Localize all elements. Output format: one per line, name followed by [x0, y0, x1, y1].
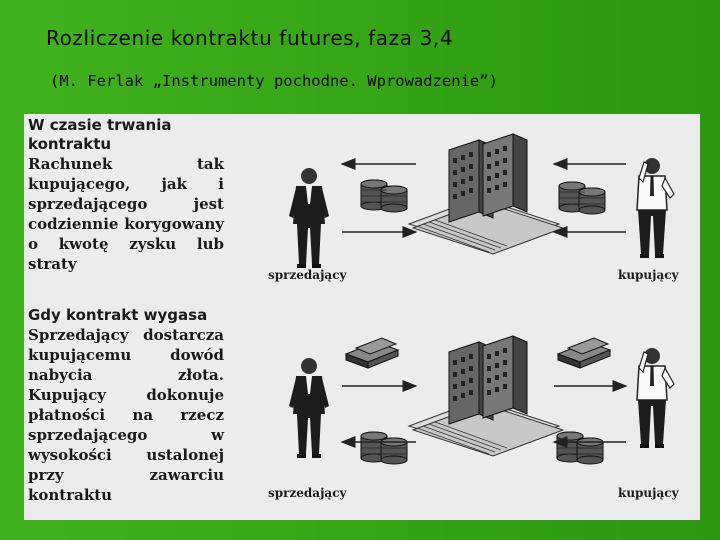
slide-subtitle: (M. Ferlak „Instrumenty pochodne. Wprowadzenie”) — [50, 72, 498, 90]
seller-businessman-icon — [289, 358, 329, 458]
buyer-label: kupujący — [618, 268, 679, 282]
seller-label: sprzedający — [268, 486, 347, 500]
gold-bars-icon — [558, 338, 610, 368]
coin-stack-icon — [557, 432, 603, 464]
coin-stack-icon — [361, 180, 407, 212]
gold-bars-icon — [346, 338, 398, 368]
coin-stack-icon — [559, 182, 605, 214]
phase-expiry-text: Sprzedający dostarcza kupującemu dowód nabycia złota. Kupujący dokonuje płatności na rzecz sprzedającego w wysokości ustalonej przy zawarciu kontraktu — [28, 326, 224, 504]
phase-during-text: Rachunek tak kupującego, jak i sprzedającego jest codziennie korygowany o kwotę zysku lub straty — [28, 155, 224, 273]
slide-title: Rozliczenie kontraktu futures, faza 3,4 — [46, 26, 454, 50]
exchange-building-icon — [409, 134, 563, 254]
phase-during-heading: W czasie trwania kontraktu — [28, 116, 172, 153]
seller-businessman-icon — [289, 168, 329, 268]
coin-stack-icon — [361, 432, 407, 464]
buyer-label: kupujący — [618, 486, 679, 500]
buyer-businessman-icon — [637, 348, 674, 448]
buyer-businessman-icon — [637, 158, 674, 258]
diagram-panel — [24, 114, 700, 520]
exchange-building-icon — [409, 336, 563, 456]
diagram-art — [24, 114, 700, 520]
phase-expiry-heading: Gdy kontrakt wygasa — [28, 306, 208, 324]
seller-label: sprzedający — [268, 268, 347, 282]
